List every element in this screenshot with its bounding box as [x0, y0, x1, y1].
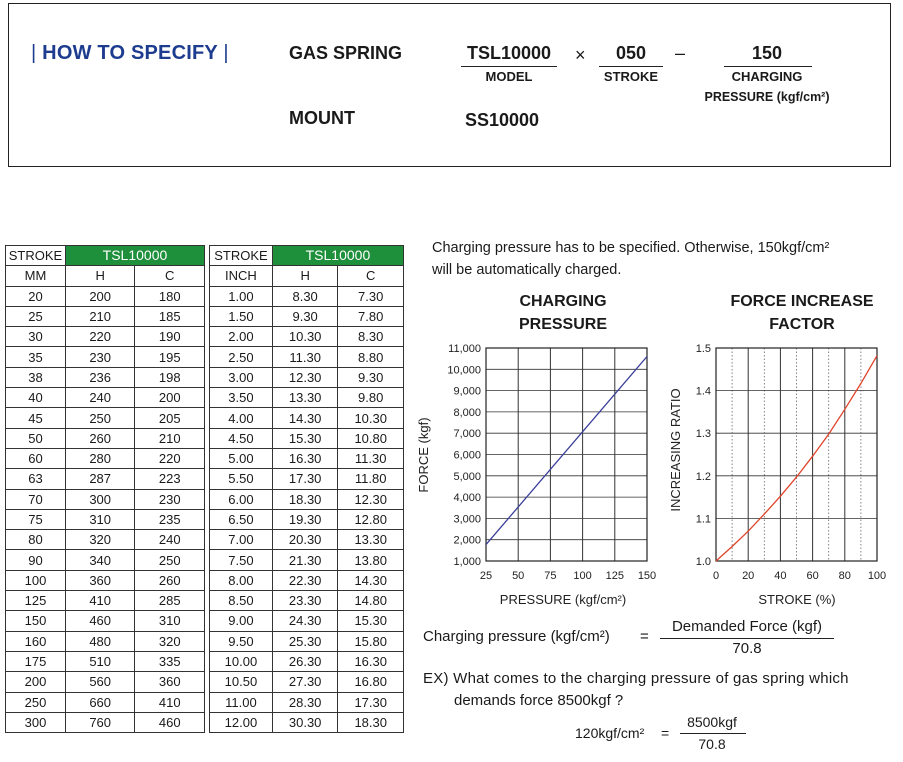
y-tick-label: 3,000: [453, 513, 481, 526]
c-cell: 285: [135, 591, 205, 611]
dash-sign: –: [675, 43, 686, 63]
h-cell: 11.30: [272, 347, 338, 367]
y-tick-label: 5,000: [453, 470, 481, 483]
model-header: TSL10000: [272, 246, 403, 266]
c-cell: 10.80: [338, 428, 404, 448]
stroke-cell: 75: [6, 509, 66, 529]
stroke-cell: 125: [6, 591, 66, 611]
stroke-cell: 2.50: [210, 347, 273, 367]
c-cell: 12.30: [338, 489, 404, 509]
stroke-header: STROKE: [6, 246, 66, 266]
times-sign: ×: [575, 45, 586, 65]
stroke-cell: 8.50: [210, 591, 273, 611]
formula-denominator: 70.8: [732, 640, 762, 657]
stroke-cell: 175: [6, 651, 66, 671]
stroke-cell: 38: [6, 367, 66, 387]
example-lhs: 120kgf/cm²: [575, 725, 645, 741]
stroke-cell: 63: [6, 469, 66, 489]
x-tick-label: 75: [544, 570, 557, 582]
stroke-cell: 150: [6, 611, 66, 631]
h-cell: 18.30: [272, 489, 338, 509]
h-header: H: [65, 266, 135, 286]
model-header: TSL10000: [65, 246, 204, 266]
c-cell: 320: [135, 631, 205, 651]
x-tick-label: 25: [479, 570, 493, 582]
chart1-title-line2: PRESSURE: [518, 316, 608, 333]
y-axis-label: FORCE (kgf): [416, 417, 431, 493]
example-equals: =: [661, 725, 670, 741]
stroke-cell: 9.00: [210, 611, 273, 631]
c-cell: 185: [135, 306, 205, 326]
mount-value: SS10000: [465, 110, 540, 130]
y-tick-label: 1,000: [453, 556, 481, 568]
stroke-cell: 20: [6, 286, 66, 306]
c-cell: 235: [135, 509, 205, 529]
y-tick-label: 7,000: [453, 428, 481, 441]
stroke-cell: 40: [6, 388, 66, 408]
stroke-cell: 250: [6, 692, 66, 712]
pressure-caption-2: PRESSURE (kgf/cm²): [704, 90, 830, 104]
c-cell: 11.30: [338, 448, 404, 468]
c-cell: 205: [135, 408, 205, 428]
note-line-2: will be automatically charged.: [432, 262, 622, 278]
y-tick-label: 11,000: [448, 343, 481, 355]
y-tick-label: 2,000: [453, 534, 481, 547]
stroke-caption: STROKE: [603, 69, 659, 84]
y-tick-label: 10,000: [447, 364, 481, 377]
stroke-cell: 70: [6, 489, 66, 509]
mount-label: MOUNT: [289, 108, 355, 128]
h-cell: 9.30: [272, 306, 338, 326]
stroke-cell: 200: [6, 672, 66, 692]
x-axis-label: PRESSURE (kgf/cm²): [499, 592, 627, 607]
stroke-cell: 25: [6, 306, 66, 326]
c-cell: 14.30: [338, 570, 404, 590]
y-tick-label: 8,000: [453, 406, 481, 419]
series-line: [486, 357, 647, 545]
h-cell: 760: [65, 712, 135, 732]
c-cell: 195: [135, 347, 205, 367]
model-value: TSL10000: [466, 43, 552, 63]
stroke-cell: 60: [6, 448, 66, 468]
stroke-cell: 2.00: [210, 327, 273, 347]
h-cell: 230: [65, 347, 135, 367]
y-tick-label: 1.0: [695, 556, 711, 568]
y-tick-label: 1.2: [695, 470, 711, 483]
gas-spring-label: GAS SPRING: [289, 43, 403, 63]
c-cell: 17.30: [338, 692, 404, 712]
stroke-cell: 100: [6, 570, 66, 590]
c-cell: 7.30: [338, 286, 404, 306]
y-tick-label: 1.5: [695, 343, 711, 355]
c-cell: 13.80: [338, 550, 404, 570]
h-cell: 12.30: [272, 367, 338, 387]
c-cell: 11.80: [338, 469, 404, 489]
stroke-cell: 3.00: [210, 367, 273, 387]
h-cell: 510: [65, 651, 135, 671]
h-cell: 560: [65, 672, 135, 692]
c-cell: 198: [135, 367, 205, 387]
stroke-cell: 7.00: [210, 530, 273, 550]
stroke-cell: 10.00: [210, 651, 273, 671]
h-cell: 660: [65, 692, 135, 712]
c-cell: 14.80: [338, 591, 404, 611]
c-cell: 15.30: [338, 611, 404, 631]
h-header: H: [272, 266, 338, 286]
h-cell: 340: [65, 550, 135, 570]
h-cell: 27.30: [272, 672, 338, 692]
c-cell: 8.80: [338, 347, 404, 367]
example-fraction-line: [680, 733, 746, 734]
c-header: C: [135, 266, 205, 286]
example-line-1: EX) What comes to the charging pressure of gas spring which: [423, 670, 849, 687]
h-cell: 210: [65, 306, 135, 326]
h-cell: 200: [65, 286, 135, 306]
h-cell: 24.30: [272, 611, 338, 631]
stroke-cell: 4.00: [210, 408, 273, 428]
h-cell: 26.30: [272, 651, 338, 671]
stroke-cell: 50: [6, 428, 66, 448]
stroke-cell: 90: [6, 550, 66, 570]
example-numerator: 8500kgf: [687, 714, 737, 730]
c-cell: 10.30: [338, 408, 404, 428]
y-tick-label: 9,000: [453, 385, 481, 398]
heading-bar-left: |: [31, 42, 37, 64]
h-cell: 22.30: [272, 570, 338, 590]
h-cell: 25.30: [272, 631, 338, 651]
x-tick-label: 60: [806, 570, 819, 582]
c-cell: 230: [135, 489, 205, 509]
h-cell: 16.30: [272, 448, 338, 468]
chart2-title-line1: FORCE INCREASE: [730, 293, 874, 310]
y-tick-label: 1.3: [695, 428, 711, 441]
h-cell: 480: [65, 631, 135, 651]
y-tick-label: 6,000: [453, 449, 481, 462]
stroke-cell: 10.50: [210, 672, 273, 692]
c-cell: 223: [135, 469, 205, 489]
h-cell: 10.30: [272, 327, 338, 347]
note-line-1: Charging pressure has to be specified. Otherwise, 150kgf/cm²: [432, 240, 830, 256]
c-cell: 310: [135, 611, 205, 631]
h-cell: 28.30: [272, 692, 338, 712]
c-cell: 240: [135, 530, 205, 550]
h-cell: 15.30: [272, 428, 338, 448]
c-cell: 9.80: [338, 388, 404, 408]
formula-numerator: Demanded Force (kgf): [671, 618, 823, 635]
stroke-header: STROKE: [210, 246, 273, 266]
stroke-cell: 7.50: [210, 550, 273, 570]
h-cell: 220: [65, 327, 135, 347]
c-cell: 12.80: [338, 509, 404, 529]
x-tick-label: 150: [637, 570, 657, 582]
pressure-caption-1: CHARGING: [731, 69, 803, 84]
h-cell: 20.30: [272, 530, 338, 550]
formula-equals: =: [640, 628, 649, 645]
model-caption: MODEL: [485, 69, 533, 84]
y-axis-label: INCREASING RATIO: [668, 388, 683, 512]
c-cell: 210: [135, 428, 205, 448]
stroke-cell: 1.00: [210, 286, 273, 306]
h-cell: 13.30: [272, 388, 338, 408]
x-tick-label: 20: [742, 570, 755, 582]
h-cell: 410: [65, 591, 135, 611]
unit-header: INCH: [210, 266, 273, 286]
c-cell: 8.30: [338, 327, 404, 347]
stroke-cell: 5.00: [210, 448, 273, 468]
y-tick-label: 4,000: [453, 492, 481, 505]
stroke-cell: 300: [6, 712, 66, 732]
stroke-value: 050: [615, 43, 647, 63]
x-tick-label: 125: [605, 570, 624, 582]
y-tick-label: 1.4: [695, 385, 711, 398]
h-cell: 236: [65, 367, 135, 387]
stroke-cell: 5.50: [210, 469, 273, 489]
c-cell: 7.80: [338, 306, 404, 326]
c-cell: 15.80: [338, 631, 404, 651]
h-cell: 287: [65, 469, 135, 489]
stroke-cell: 80: [6, 530, 66, 550]
x-tick-label: 40: [774, 570, 787, 582]
c-cell: 250: [135, 550, 205, 570]
h-cell: 300: [65, 489, 135, 509]
h-cell: 17.30: [272, 469, 338, 489]
stroke-cell: 1.50: [210, 306, 273, 326]
x-tick-label: 100: [573, 570, 592, 582]
c-cell: 335: [135, 651, 205, 671]
stroke-cell: 6.50: [210, 509, 273, 529]
h-cell: 360: [65, 570, 135, 590]
h-cell: 260: [65, 428, 135, 448]
c-cell: 190: [135, 327, 205, 347]
stroke-cell: 45: [6, 408, 66, 428]
example-denominator: 70.8: [698, 736, 726, 752]
h-cell: 21.30: [272, 550, 338, 570]
x-tick-label: 100: [867, 570, 887, 582]
c-cell: 16.30: [338, 651, 404, 671]
h-cell: 250: [65, 408, 135, 428]
heading-bar-right: |: [223, 42, 229, 64]
c-cell: 260: [135, 570, 205, 590]
c-cell: 16.80: [338, 672, 404, 692]
stroke-cell: 11.00: [210, 692, 273, 712]
example-line-2: demands force 8500kgf ?: [454, 692, 624, 709]
c-cell: 18.30: [338, 712, 404, 732]
c-header: C: [338, 266, 404, 286]
c-cell: 460: [135, 712, 205, 732]
h-cell: 14.30: [272, 408, 338, 428]
formula-fraction-line: [660, 638, 834, 639]
x-axis-label: STROKE (%): [758, 592, 836, 607]
y-tick-label: 1.1: [695, 513, 711, 526]
h-cell: 19.30: [272, 509, 338, 529]
stroke-cell: 4.50: [210, 428, 273, 448]
stroke-cell: 6.00: [210, 489, 273, 509]
h-cell: 240: [65, 388, 135, 408]
stroke-cell: 12.00: [210, 712, 273, 732]
c-cell: 9.30: [338, 367, 404, 387]
unit-header: MM: [6, 266, 66, 286]
h-cell: 320: [65, 530, 135, 550]
h-cell: 30.30: [272, 712, 338, 732]
h-cell: 280: [65, 448, 135, 468]
x-tick-label: 50: [512, 570, 525, 582]
chart1-title-line1: CHARGING: [519, 293, 607, 310]
h-cell: 23.30: [272, 591, 338, 611]
formula-lhs: Charging pressure (kgf/cm²): [423, 628, 610, 645]
h-cell: 8.30: [272, 286, 338, 306]
heading-text: HOW TO SPECIFY: [42, 42, 218, 64]
stroke-cell: 160: [6, 631, 66, 651]
c-cell: 13.30: [338, 530, 404, 550]
stroke-cell: 30: [6, 327, 66, 347]
h-cell: 310: [65, 509, 135, 529]
chart2-title-line2: FACTOR: [769, 316, 835, 333]
x-tick-label: 0: [712, 570, 720, 582]
stroke-cell: 9.50: [210, 631, 273, 651]
stroke-cell: 3.50: [210, 388, 273, 408]
stroke-cell: 35: [6, 347, 66, 367]
pressure-value: 150: [751, 43, 783, 63]
c-cell: 220: [135, 448, 205, 468]
stroke-cell: 8.00: [210, 570, 273, 590]
c-cell: 360: [135, 672, 205, 692]
c-cell: 410: [135, 692, 205, 712]
c-cell: 180: [135, 286, 205, 306]
c-cell: 200: [135, 388, 205, 408]
h-cell: 460: [65, 611, 135, 631]
x-tick-label: 80: [838, 570, 851, 582]
